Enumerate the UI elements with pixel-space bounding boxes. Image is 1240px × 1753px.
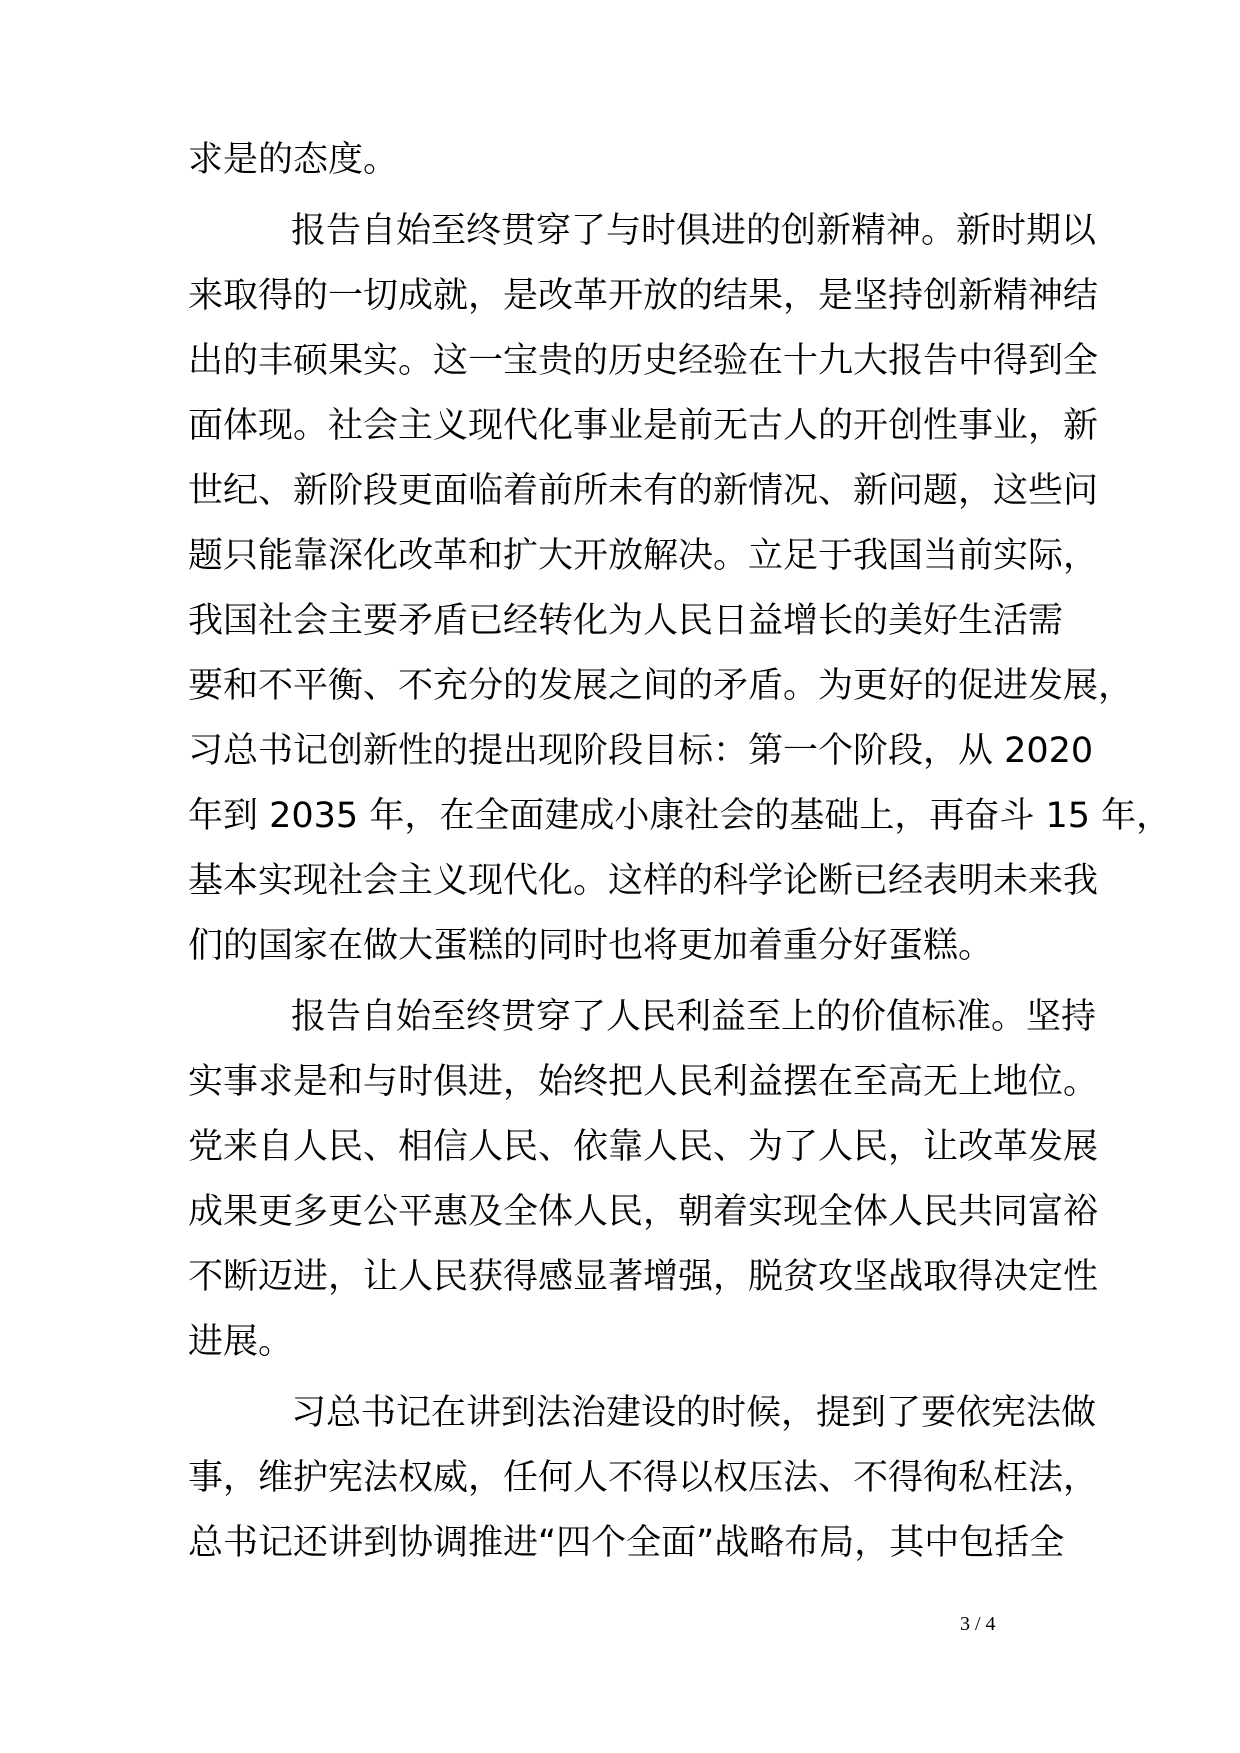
paragraph-line: 世纪、新阶段更面临着前所未有的新情况、新问题，这些问: [188, 471, 1099, 511]
paragraph-line: 我国社会主要矛盾已经转化为人民日益增长的美好生活需: [188, 601, 1064, 641]
paragraph-line: 报告自始至终贯穿了与时俱进的创新精神。新时期以: [291, 211, 1097, 251]
paragraph-3: [188, 985, 1099, 1375]
paragraph-line: 党来自人民、相信人民、依靠人民、为了人民，让改革发展: [188, 1127, 1099, 1167]
paragraph-line: 实事求是和与时俱进，始终把人民利益摆在至高无上地位。: [188, 1062, 1099, 1102]
document-body: [188, 128, 1172, 1576]
paragraph-1: [188, 128, 1054, 193]
paragraph-line: 面体现。社会主义现代化事业是前无古人的开创性事业，新: [188, 406, 1099, 446]
paragraph-line: 事，维护宪法权威，任何人不得以权压法、不得徇私枉法，: [188, 1458, 1099, 1498]
paragraph-line: 要和不平衡、不充分的发展之间的矛盾。为更好的促进发展，: [188, 666, 1134, 706]
paragraph-line: 们的国家在做大蛋糕的同时也将更加着重分好蛋糕。: [188, 926, 994, 966]
paragraph-line: 不断迈进，让人民获得感显著增强，脱贫攻坚战取得决定性: [188, 1257, 1099, 1297]
paragraph-line: 来取得的一切成就，是改革开放的结果，是坚持创新精神结: [188, 276, 1099, 316]
paragraph-line: 基本实现社会主义现代化。这样的科学论断已经表明未来我: [188, 861, 1099, 901]
page-number: 3 / 4: [960, 1613, 996, 1635]
paragraph-line: 年到 2035 年，在全面建成小康社会的基础上，再奋斗 15 年，: [188, 796, 1172, 836]
paragraph-line: 成果更多更公平惠及全体人民，朝着实现全体人民共同富裕: [188, 1192, 1099, 1232]
paragraph-line: 习总书记在讲到法治建设的时候，提到了要依宪法做: [291, 1393, 1097, 1433]
paragraph-line: 进展。: [188, 1322, 294, 1362]
paragraph-line: 求是的态度。: [188, 140, 399, 180]
paragraph-4: [188, 1381, 1099, 1576]
paragraph-line: 习总书记创新性的提出现阶段目标：第一个阶段，从 2020: [188, 731, 1094, 771]
paragraph-line: 报告自始至终贯穿了人民利益至上的价值标准。坚持: [291, 997, 1097, 1037]
paragraph-line: 题只能靠深化改革和扩大开放解决。立足于我国当前实际，: [188, 536, 1099, 576]
paragraph-line: 出的丰硕果实。这一宝贵的历史经验在十九大报告中得到全: [188, 341, 1099, 381]
paragraph-line: 总书记还讲到协调推进“四个全面”战略布局，其中包括全: [188, 1523, 1065, 1563]
paragraph-2: [188, 199, 1172, 979]
